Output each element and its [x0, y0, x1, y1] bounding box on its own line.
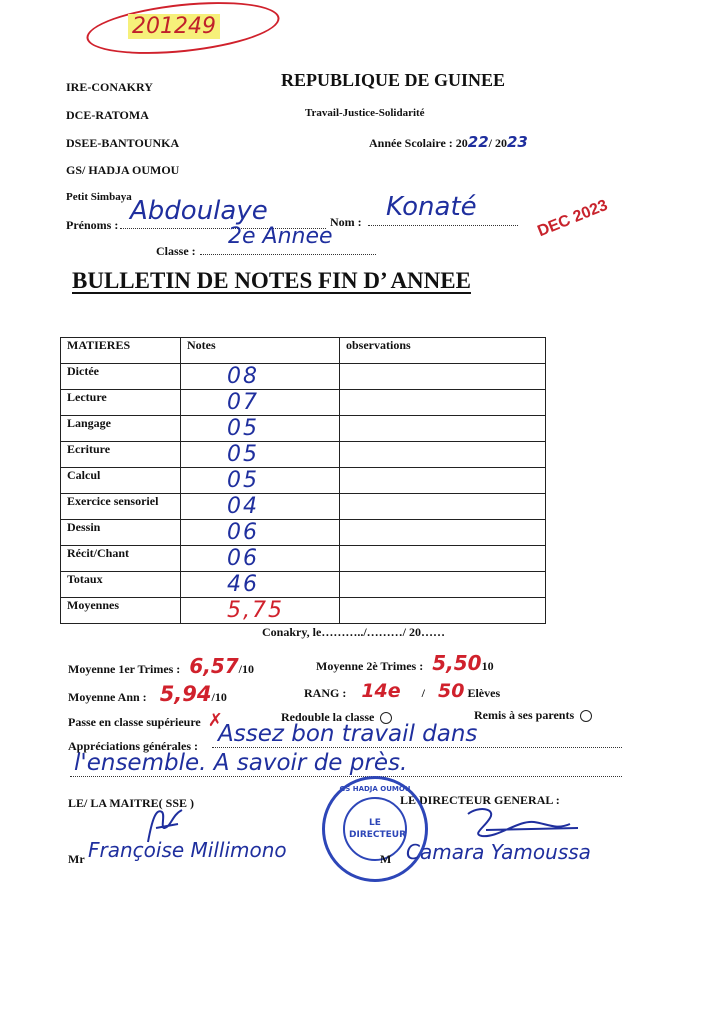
- header-location: Petit Simbaya: [66, 191, 132, 203]
- header-school: GS/ HADJA OUMOU: [66, 163, 180, 177]
- table-row: [61, 519, 546, 545]
- school-year-start: 22: [467, 133, 489, 151]
- appreciations-label: Appréciations générales :: [68, 739, 198, 753]
- redouble-label: Redouble la classe: [281, 710, 375, 724]
- classe-value: 2e Annee: [228, 224, 333, 249]
- header-ire: IRE-CONAKRY: [66, 80, 153, 94]
- appreciation-line-1: Assez bon travail dans: [218, 721, 478, 747]
- moy2-suffix: 10: [481, 659, 494, 673]
- moyenne-2e-trimestre: [316, 651, 494, 675]
- prenoms-label: Prénoms :: [66, 218, 119, 232]
- school-year-mid: / 20: [488, 136, 507, 150]
- subject-cell: Lecture: [61, 389, 181, 415]
- table-row: [61, 441, 546, 467]
- directeur-label: LE DIRECTEUR GENERAL :: [400, 793, 560, 807]
- school-year-label: Année Scolaire : 20: [369, 136, 468, 150]
- note-cell: 06: [181, 545, 340, 571]
- school-stamp: [322, 776, 428, 882]
- grades-table: [60, 337, 546, 624]
- rang-label: RANG :: [304, 686, 347, 700]
- passe-option: [68, 710, 223, 731]
- subject-cell: Ecriture: [61, 441, 181, 467]
- header-notes: Notes: [181, 338, 340, 364]
- remis-label: Remis à ses parents: [474, 708, 575, 722]
- observation-cell: [340, 389, 546, 415]
- subject-cell: Moyennes: [61, 597, 181, 623]
- note-cell: 07: [181, 389, 340, 415]
- header-observations: observations: [340, 338, 546, 364]
- table-row: [61, 467, 546, 493]
- prenoms-value: Abdoulaye: [130, 196, 268, 226]
- passe-checkmark: ✗: [207, 710, 223, 731]
- observation-cell: [340, 415, 546, 441]
- note-cell: 08: [181, 363, 340, 389]
- table-row: [61, 493, 546, 519]
- rang-value: 14e: [361, 680, 401, 702]
- observation-cell: [340, 519, 546, 545]
- nom-value: Konaté: [386, 192, 477, 222]
- note-cell: 5,75: [181, 597, 340, 623]
- eleves-label: Elèves: [467, 686, 501, 700]
- moy2-label: Moyenne 2è Trimes :: [316, 659, 424, 673]
- header-dsee: DSEE-BANTOUNKA: [66, 136, 180, 150]
- nom-label: Nom :: [330, 215, 362, 229]
- moy1-suffix: /10: [238, 662, 255, 676]
- school-year: [369, 133, 528, 151]
- subject-cell: Dessin: [61, 519, 181, 545]
- classe-label: Classe :: [156, 244, 196, 258]
- moyann-suffix: /10: [211, 690, 227, 704]
- school-year-end: 23: [506, 133, 528, 151]
- maitre-name: Françoise Millimono: [88, 838, 287, 862]
- table-row: [61, 571, 546, 597]
- table-row: [61, 415, 546, 441]
- subject-cell: Dictée: [61, 363, 181, 389]
- moy1-label: Moyenne 1er Trimes :: [68, 662, 181, 676]
- maitre-label: LE/ LA MAITRE( SSE ): [68, 796, 195, 810]
- note-cell: 05: [181, 467, 340, 493]
- table-row: [61, 597, 546, 623]
- moyenne-annuelle: [68, 682, 227, 706]
- note-cell: 05: [181, 415, 340, 441]
- observation-cell: [340, 441, 546, 467]
- moyann-label: Moyenne Ann :: [68, 690, 147, 704]
- date-stamp: DEC 2023: [535, 196, 611, 241]
- motto: Travail-Justice-Solidarité: [305, 107, 425, 119]
- bulletin-title: BULLETIN DE NOTES FIN D’ ANNEE: [72, 268, 471, 293]
- moy1-value: 6,57: [189, 654, 239, 678]
- table-row: [61, 545, 546, 571]
- observation-cell: [340, 597, 546, 623]
- observation-cell: [340, 493, 546, 519]
- subject-cell: Totaux: [61, 571, 181, 597]
- rang-total: 50: [438, 680, 465, 702]
- note-cell: 04: [181, 493, 340, 519]
- mr2-label: M: [380, 852, 392, 866]
- republic-title: REPUBLIQUE DE GUINEE: [281, 70, 506, 90]
- passe-label: Passe en classe supérieure: [68, 715, 201, 729]
- stamp-center-text: LE DIRECTEUR: [349, 818, 407, 840]
- moy2-value: 5,50: [432, 651, 482, 675]
- remis-option: [474, 708, 592, 723]
- table-row: [61, 363, 546, 389]
- remis-radio: [580, 710, 592, 722]
- moyann-value: 5,94: [159, 682, 212, 706]
- observation-cell: [340, 467, 546, 493]
- mr-label: Mr: [68, 852, 85, 866]
- subject-cell: Récit/Chant: [61, 545, 181, 571]
- note-cell: 46: [181, 571, 340, 597]
- header-dce: DCE-RATOMA: [66, 108, 149, 122]
- observation-cell: [340, 571, 546, 597]
- header-matieres: MATIERES: [61, 338, 181, 364]
- note-cell: 06: [181, 519, 340, 545]
- note-cell: 05: [181, 441, 340, 467]
- subject-cell: Langage: [61, 415, 181, 441]
- table-row: [61, 389, 546, 415]
- appreciation-line-2: l'ensemble. A savoir de près.: [74, 750, 408, 776]
- conakry-date-line: Conakry, le………../………/ 20……: [262, 625, 446, 639]
- rang-separator: /: [421, 686, 425, 700]
- subject-cell: Calcul: [61, 467, 181, 493]
- table-header-row: [61, 338, 546, 364]
- observation-cell: [340, 363, 546, 389]
- reference-number: 201249: [128, 14, 220, 39]
- directeur-name: Camara Yamoussa: [406, 840, 591, 864]
- observation-cell: [340, 545, 546, 571]
- rang: [304, 680, 500, 702]
- subject-cell: Exercice sensoriel: [61, 493, 181, 519]
- moyenne-1er-trimestre: [68, 654, 254, 678]
- stamp-ring-text: GS HADJA OUMOU: [339, 785, 411, 793]
